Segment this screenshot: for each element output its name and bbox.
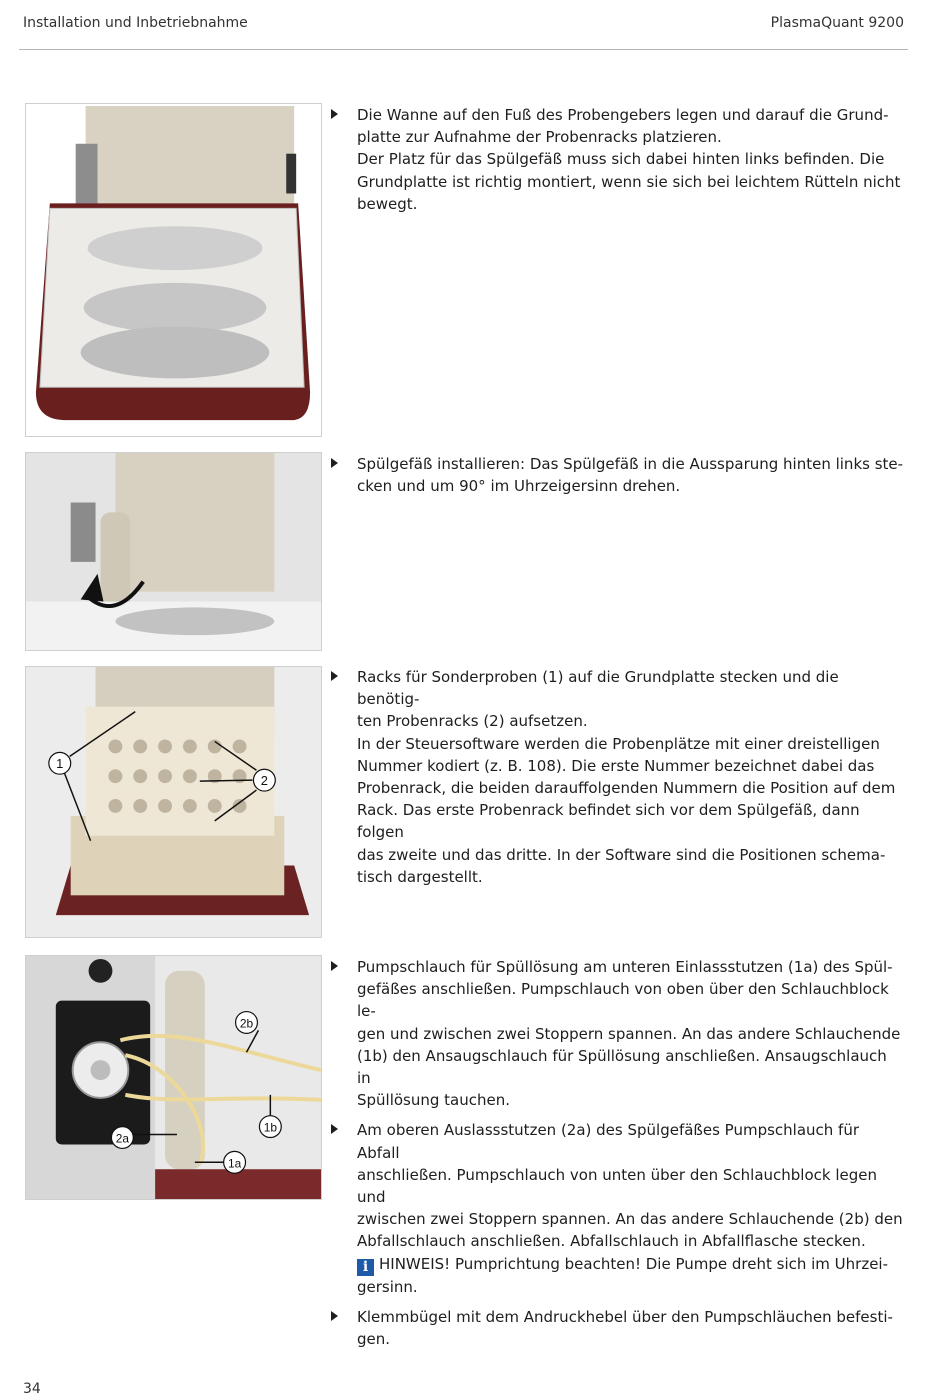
- bullet-arrow-icon: [331, 109, 338, 119]
- text-line: zwischen zwei Stoppern spannen. An das andere Schlauchende (2b) den: [357, 1210, 903, 1229]
- instruction-bullet: [331, 956, 905, 1111]
- callout-2: 2: [260, 773, 268, 789]
- instruction-bullet: [331, 666, 905, 888]
- figure-pump-tubing: [25, 955, 322, 1200]
- note-line: [357, 1253, 905, 1276]
- figure-sample-racks: [25, 666, 322, 938]
- text-line: bewegt.: [357, 194, 418, 213]
- note-text: HINWEIS! Pumprichtung beachten! Die Pumpe dreht sich im Uhrzei-: [379, 1254, 889, 1273]
- callout-2a: 2a: [115, 1131, 129, 1146]
- bullet-arrow-icon: [331, 1311, 338, 1321]
- callout-2b: 2b: [239, 1016, 254, 1031]
- instruction-section-1: [331, 104, 905, 223]
- text-line: anschließen. Pumpschlauch von unten über den Schlauchblock legen und: [357, 1165, 877, 1207]
- text-line: platte zur Aufnahme der Probenracks platzieren.: [357, 128, 722, 147]
- instruction-bullet: [331, 1306, 905, 1350]
- header-rule: [19, 49, 908, 50]
- running-header-left: Installation und Inbetriebnahme: [23, 15, 248, 31]
- text-line: In der Steuersoftware werden die Probenplätze mit einer dreistelligen: [357, 734, 880, 753]
- text-line: Grundplatte ist richtig montiert, wenn sie sich bei leichtem Rütteln nicht: [357, 172, 901, 191]
- note-text: gersinn.: [357, 1277, 418, 1296]
- instruction-bullet: [331, 453, 905, 497]
- text-line: Spülgefäß installieren: Das Spülgefäß in die Aussparung hinten links ste-: [357, 455, 904, 473]
- callout-1: 1: [56, 756, 64, 772]
- info-icon: i: [357, 1259, 374, 1276]
- text-line: Rack. Das erste Probenrack befindet sich vor dem Spülgefäß, dann folgen: [357, 801, 860, 842]
- figure-tray-base-plate: [25, 103, 322, 437]
- bullet-arrow-icon: [331, 961, 338, 971]
- text-line: Racks für Sonderproben (1) auf die Grundplatte stecken und die benötig-: [357, 668, 839, 709]
- text-line: Klemmbügel mit dem Andruckhebel über den Pumpschläuchen befesti-: [357, 1307, 893, 1326]
- instruction-bullet: [331, 1119, 905, 1297]
- text-line: gen und zwischen zwei Stoppern spannen. An das andere Schlauchende: [357, 1024, 901, 1043]
- figure-rinse-vessel: [25, 452, 322, 651]
- callout-1a: 1a: [227, 1156, 242, 1171]
- text-line: Der Platz für das Spülgefäß muss sich dabei hinten links befinden. Die: [357, 150, 885, 169]
- text-line: ten Probenracks (2) aufsetzen.: [357, 712, 588, 731]
- running-header-right: PlasmaQuant 9200: [770, 15, 904, 31]
- page-number: 34: [23, 1381, 41, 1397]
- bullet-arrow-icon: [331, 671, 338, 681]
- text-line: Abfallschlauch anschließen. Abfallschlauch in Abfallflasche stecken.: [357, 1232, 866, 1251]
- text-line: gefäßes anschließen. Pumpschlauch von oben über den Schlauchblock le-: [357, 980, 889, 1021]
- text-line: Pumpschlauch für Spüllösung am unteren Einlassstutzen (1a) des Spül-: [357, 958, 893, 976]
- instruction-section-2: [331, 453, 905, 505]
- text-line: tisch dargestellt.: [357, 867, 483, 886]
- text-line: Spüllösung tauchen.: [357, 1091, 511, 1110]
- text-line: Am oberen Auslassstutzen (2a) des Spülgefäßes Pumpschlauch für Abfall: [357, 1121, 860, 1162]
- instruction-section-4: [331, 956, 905, 1358]
- text-line: cken und um 90° im Uhrzeigersinn drehen.: [357, 477, 681, 496]
- bullet-arrow-icon: [331, 1124, 338, 1134]
- text-line: Nummer kodiert (z. B. 108). Die erste Nummer bezeichnet dabei das: [357, 756, 875, 775]
- instruction-section-3: [331, 666, 905, 896]
- instruction-bullet: [331, 104, 905, 215]
- callout-1b: 1b: [263, 1120, 277, 1135]
- text-line: Die Wanne auf den Fuß des Probengebers legen und darauf die Grund-: [357, 106, 889, 124]
- text-line: Probenrack, die beiden darauffolgenden Nummern die Position auf dem: [357, 779, 896, 798]
- bullet-arrow-icon: [331, 458, 338, 468]
- text-line: das zweite und das dritte. In der Software sind die Positionen schema-: [357, 845, 886, 864]
- text-line: gen.: [357, 1330, 391, 1349]
- text-line: (1b) den Ansaugschlauch für Spüllösung anschließen. Ansaugschlauch in: [357, 1046, 887, 1088]
